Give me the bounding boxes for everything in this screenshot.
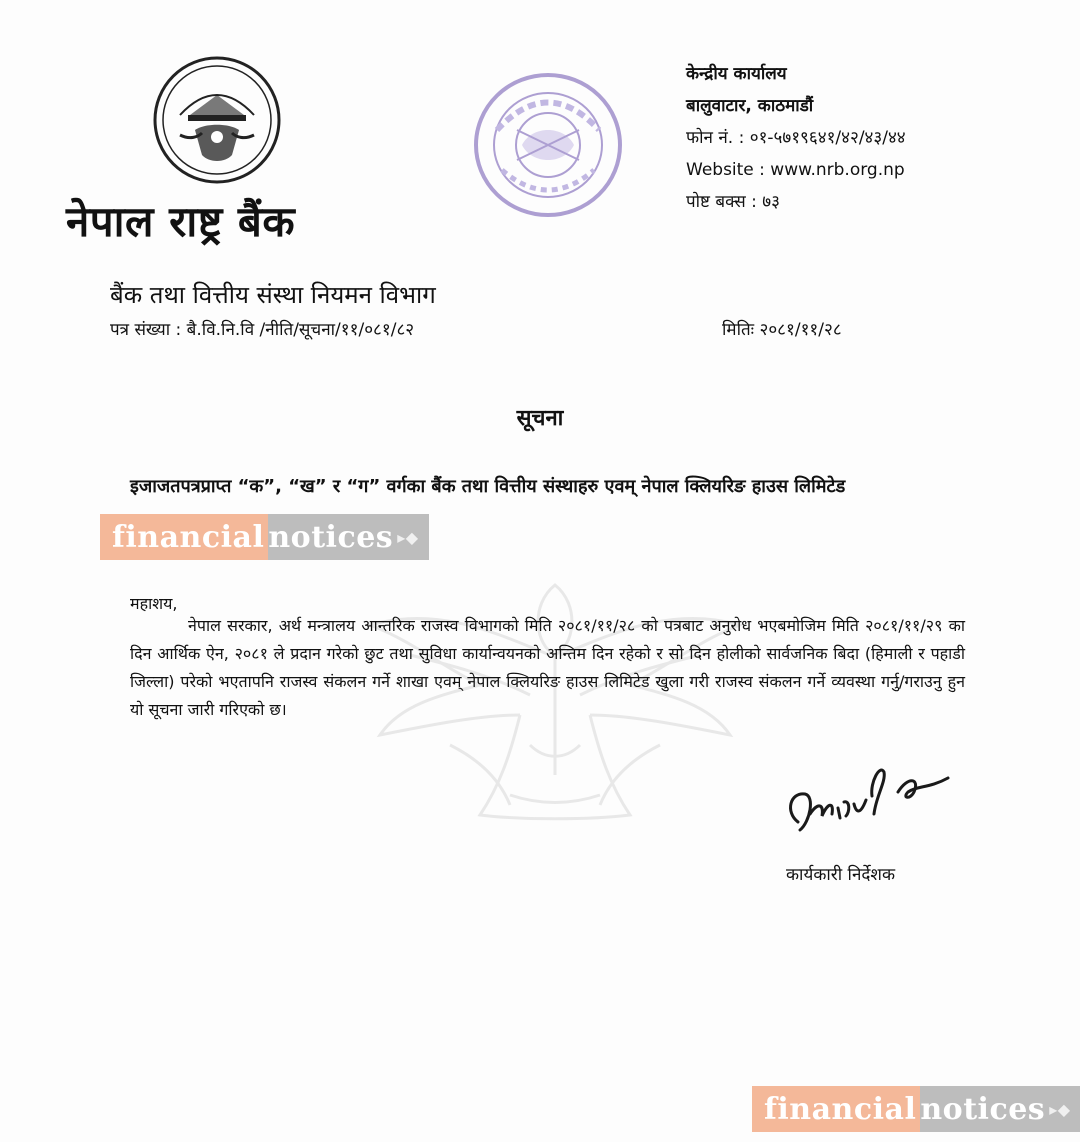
watermark-part2: notices <box>268 519 394 555</box>
bank-name: नेपाल राष्ट्र बैंक <box>66 197 296 246</box>
reference-number: पत्र संख्या : बै.वि.नि.वि /नीति/सूचना/११/०८१/८२ <box>110 320 415 340</box>
nrb-logo-icon <box>150 55 285 185</box>
watermark-part2-bottom: notices <box>920 1091 1046 1127</box>
letter-date: मितिः २०८१/११/२८ <box>722 320 842 340</box>
office-phone: फोन नं. : ०१-५७१९६४१/४२/४३/४४ <box>686 128 906 148</box>
notice-body <box>130 612 965 724</box>
signatory-title: कार्यकारी निर्देशक <box>786 865 896 885</box>
watermark-part2-box-bottom <box>920 1086 1080 1132</box>
office-website: Website : www.nrb.org.np <box>686 160 905 180</box>
salutation: महाशय, <box>130 594 178 613</box>
office-address-block <box>686 58 906 218</box>
watermark-tail-icon: ▸◆ <box>397 527 419 547</box>
notice-heading: सूचना <box>516 406 564 431</box>
office-name: केन्द्रीय कार्यालय <box>686 64 787 84</box>
watermark-part2-box <box>268 514 428 560</box>
watermark-banner <box>100 514 429 560</box>
notice-body-text: नेपाल सरकार, अर्थ मन्त्रालय आन्तरिक राजस्व विभागको मिति २०८१/११/२८ को पत्रबाट अनुरोध भएबमोजिम मिति २०८१/११/२९ का दिन आर्थिक ऐन, २०८१ ले प्रदान गरेको छुट तथा सुविधा कार्यान्वयनको अन्तिम दिन रहेको र सो दिन होलीको सार्वजनिक बिदा (हिमाली र पहाडी जिल्ला) परेको भएतापनि राजस्व संकलन गर्ने शाखा एवम् नेपाल क्लियरिङ हाउस लिमिटेड खुला गरी राजस्व संकलन गर्ने व्यवस्था गर्नु/गराउनु हुन यो सूचना जारी गरिएको छ। <box>130 616 965 719</box>
department-name: बैंक तथा वित्तीय संस्था नियमन विभाग <box>110 281 436 309</box>
office-pobox: पोष्ट बक्स : ७३ <box>686 192 780 212</box>
signature-icon <box>780 752 955 852</box>
watermark-tail-icon-bottom: ▸◆ <box>1049 1099 1071 1119</box>
watermark-part1: financial <box>100 514 268 560</box>
watermark-part1-bottom: financial <box>752 1086 920 1132</box>
circular-stamp-icon <box>472 70 624 220</box>
office-location: बालुवाटार, काठमाडौं <box>686 96 814 116</box>
notice-subject: इजाजतपत्रप्राप्त “क”, “ख” र “ग” वर्गका बैंक तथा वित्तीय संस्थाहरु एवम् नेपाल क्लियरिङ हाउस लिमिटेड <box>130 476 846 497</box>
watermark-banner-bottom <box>752 1086 1080 1132</box>
